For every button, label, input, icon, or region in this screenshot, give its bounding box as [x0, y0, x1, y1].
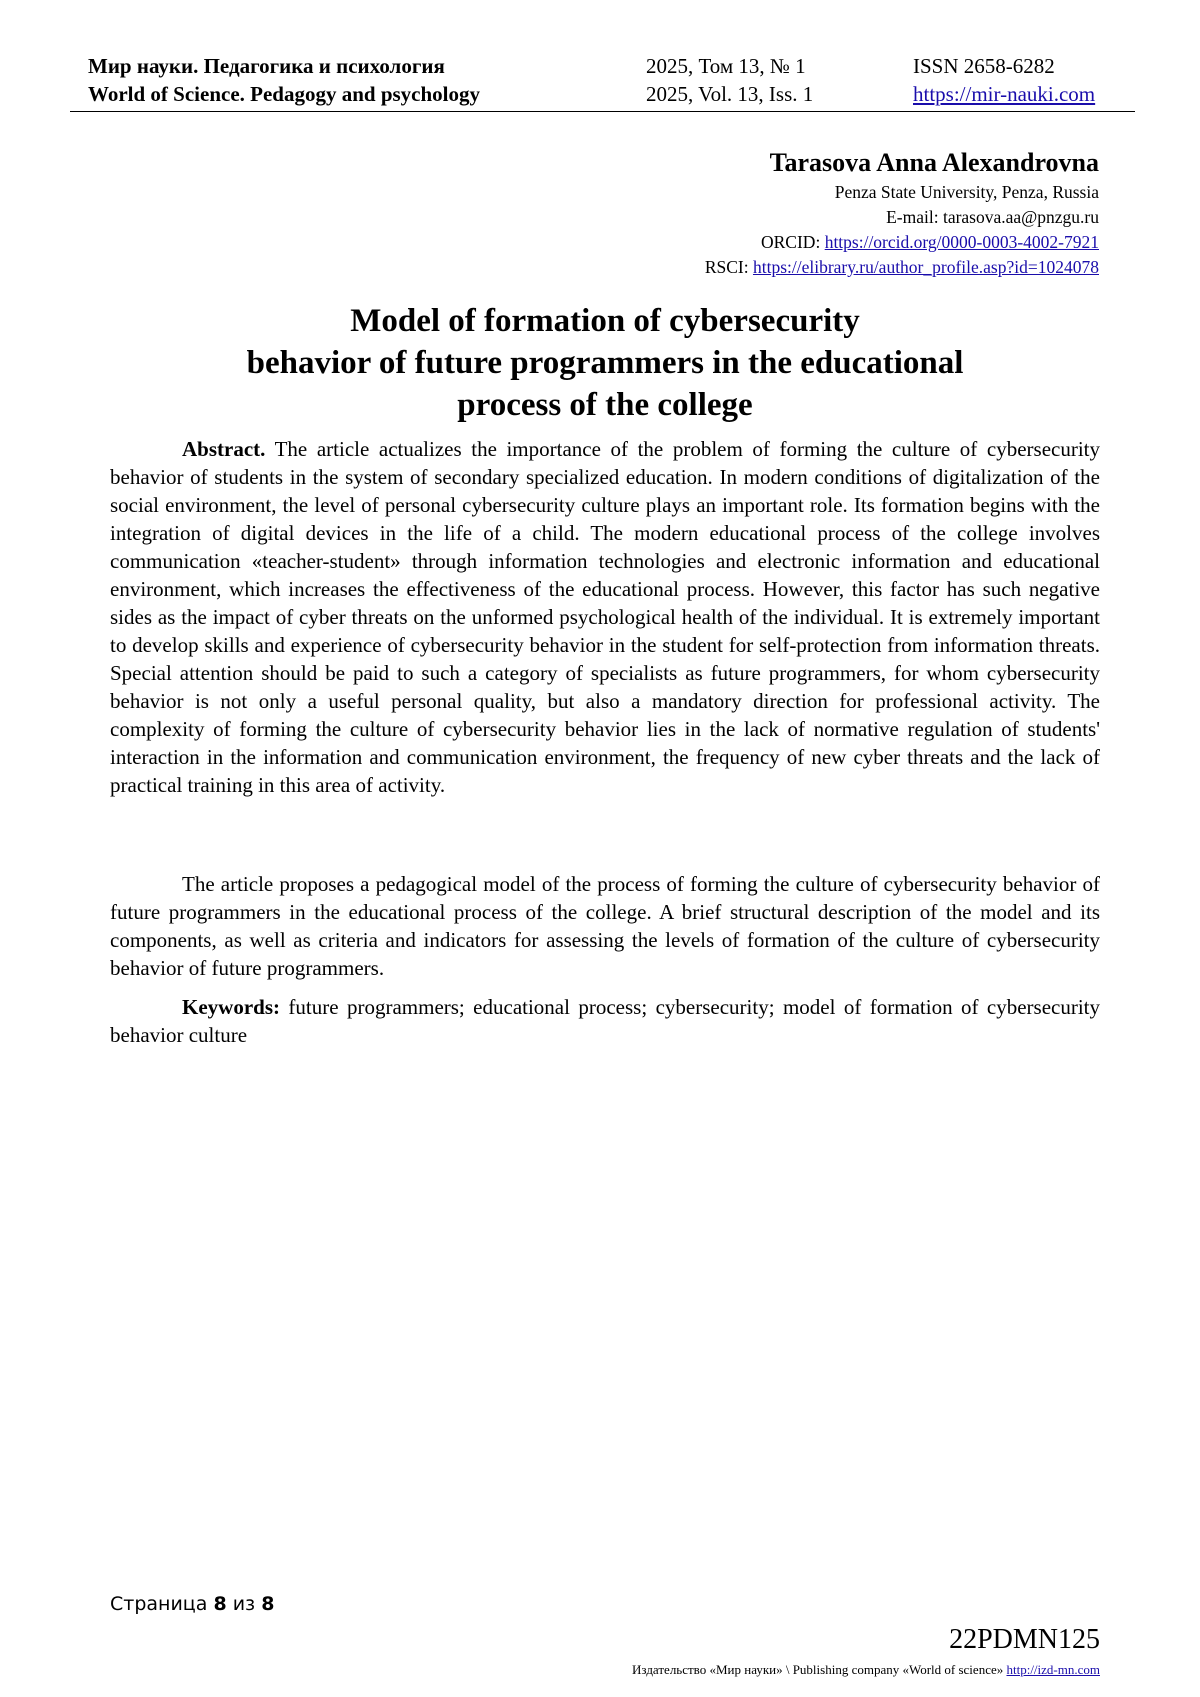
article-title — [110, 300, 1100, 426]
abstract-paragraph — [110, 435, 1100, 799]
title-line-3: process of the college — [457, 387, 753, 423]
abstract-paragraph-2: The article proposes a pedagogical model of the process of forming the culture of cybersecurity behavior of future programmers in the educational process of the college. A brief structural description of the model and its components, as well as criteria and indicators for assessing the levels of formation of the culture of cybersecurity behavior of future programmers. — [110, 872, 1100, 980]
keywords-paragraph — [110, 993, 1100, 1049]
orcid-link[interactable]: https://orcid.org/0000-0003-4002-7921 — [824, 232, 1099, 252]
author-block — [705, 146, 1099, 280]
page-total: 8 — [261, 1593, 275, 1615]
rsci-label: RSCI: — [704, 257, 753, 277]
publisher-text: Издательство «Мир науки» \ Publishing company «World of science» — [632, 1662, 1007, 1677]
title-line-2: behavior of future programmers in the educational — [246, 345, 964, 381]
orcid-label: ORCID: — [761, 232, 825, 252]
journal-site-link[interactable]: https://mir-nauki.com — [913, 82, 1096, 106]
journal-name-ru: Мир науки. Педагогика и психология — [88, 54, 445, 78]
author-orcid — [705, 230, 1099, 255]
page-prefix: Страница — [110, 1593, 214, 1615]
rsci-link[interactable]: https://elibrary.ru/author_profile.asp?id=1024078 — [752, 257, 1099, 277]
page-current: 8 — [213, 1593, 227, 1615]
header-divider — [70, 111, 1135, 112]
page-number — [110, 1593, 274, 1615]
publisher-link[interactable]: http://izd-mn.com — [1006, 1662, 1100, 1677]
keywords-label: Keywords: — [182, 995, 280, 1019]
journal-name-block — [88, 52, 480, 108]
issn-block — [913, 52, 1095, 108]
journal-name-en: World of Science. Pedagogy and psychology — [88, 82, 481, 106]
abstract-text: The article actualizes the importance of the problem of forming the culture of cybersecurity behavior of students in the system of secondary specialized education. In modern conditions of digitalization of the social environment, the level of personal cybersecurity culture plays an important role. Its formation begins with the integration of digital devices in the life of a child. The modern educational process of the college involves communication «teacher-student» through information technologies and electronic information and educational environment, which increases the effectiveness of the educational process. However, this factor has such negative sides as the impact of cyber threats on the unformed psychological health of the individual. It is extremely important to develop skills and experience of cybersecurity behavior in the student for self-protection from information threats. Special attention should be paid to such a category of specialists as future programmers, for whom cybersecurity behavior is not only a useful personal quality, but also a mandatory direction for professional activity. The complexity of forming the culture of cybersecurity behavior lies in the lack of normative regulation of students' interaction in the information and communication environment, the frequency of new cyber threats and the lack of practical training in this area of activity. — [110, 437, 1100, 797]
author-rsci — [705, 255, 1099, 280]
issn: ISSN 2658-6282 — [913, 54, 1055, 78]
author-affiliation: Penza State University, Penza, Russia — [834, 182, 1099, 202]
title-line-1: Model of formation of cybersecurity — [350, 303, 860, 339]
abstract-label: Abstract. — [182, 437, 266, 461]
issue-ru: 2025, Том 13, № 1 — [646, 54, 806, 78]
issue-en: 2025, Vol. 13, Iss. 1 — [646, 82, 814, 106]
article-code: 22PDMN125 — [949, 1624, 1100, 1655]
issue-block — [646, 52, 813, 108]
page-mid: из — [226, 1593, 262, 1615]
author-email: E-mail: tarasova.aa@pnzgu.ru — [886, 207, 1099, 227]
keywords-text: future programmers; educational process; cybersecurity; model of formation of cybersecurity behavior culture — [110, 995, 1100, 1047]
author-name: Tarasova Anna Alexandrovna — [769, 148, 1099, 177]
publisher-line — [632, 1662, 1100, 1678]
